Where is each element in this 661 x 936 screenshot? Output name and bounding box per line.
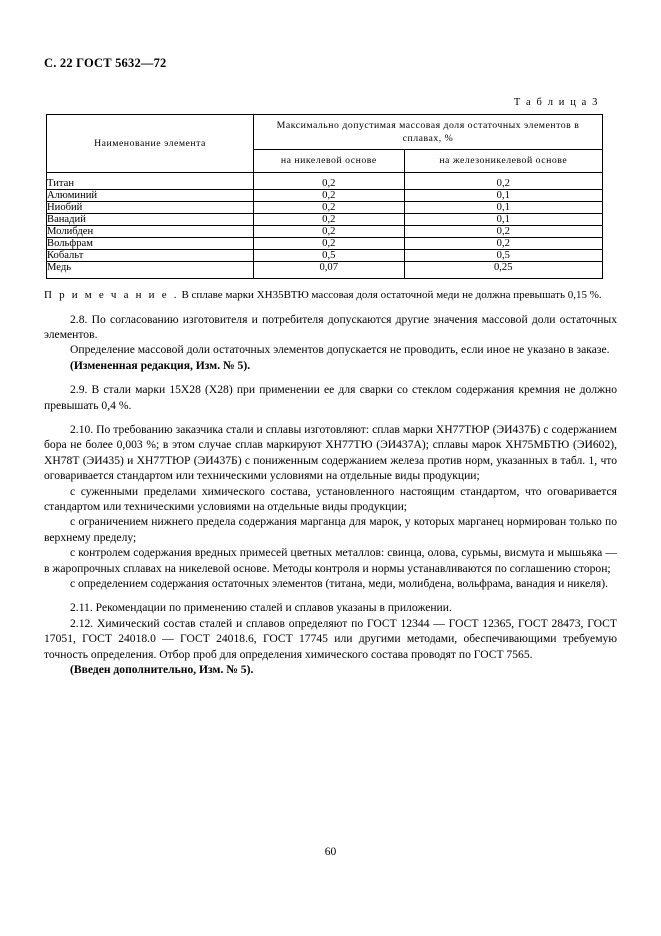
table-row [47,172,603,189]
col-header-iron-nickel-base: на железоникелевой основе [404,150,602,172]
table-row [47,201,603,213]
table-body [47,172,603,278]
table-row [47,225,603,237]
table-row [47,213,603,225]
cell-iron-nickel-value: 0,2 [404,172,602,189]
page-content [44,56,617,677]
cell-nickel-value: 0,2 [254,172,405,189]
paragraph-2-9: 2.9. В стали марки 15Х28 (Х28) при применении ее для сварки со стеклом содержания кремния не должно превышать 0,4 %. [44,383,617,412]
cell-nickel-value: 0,2 [254,213,405,225]
residual-elements-table [46,114,603,279]
table-caption: Т а б л и ц а 3 [513,97,599,108]
cell-iron-nickel-value: 0,2 [404,225,602,237]
paragraph-revision-5: (Измененная редакция, Изм. № 5). [70,358,251,372]
paragraph-clause-manganese: с ограничением нижнего предела содержания марганца для марок, у которых марганец нормирован только по верхнему пределу; [44,515,617,544]
paragraph-clause-residual: с определением содержания остаточных элементов (титана, меди, молибдена, вольфрама, ванадия и никеля). [70,577,608,590]
table-note [44,288,617,303]
cell-iron-nickel-value: 0,1 [404,189,602,201]
cell-nickel-value: 0,2 [254,237,405,249]
cell-element-name: Титан [47,172,254,189]
cell-nickel-value: 0,07 [254,261,405,278]
table-row [47,189,603,201]
paragraph-2-11: 2.11. Рекомендации по применению сталей и сплавов указаны в приложении. [70,601,452,615]
table-head-row-1 [47,115,603,150]
cell-iron-nickel-value: 0,2 [404,237,602,249]
cell-element-name: Медь [47,261,254,278]
col-header-nickel-base: на никелевой основе [254,150,405,172]
cell-iron-nickel-value: 0,5 [404,249,602,261]
paragraph-2-10: 2.10. По требованию заказчика стали и сплавы изготовляют: сплав марки ХН77ТЮР (ЭИ437Б) с содержанием бора не более 0,003 %; в этом случае сплав маркируют ХН77ТЮ (ЭИ437А); сплавы марок ХН75МБТЮ (ЭИ602), ХН78Т (ЭИ435) и ХН77ТЮР (ЭИ437Б) с пониженным содержанием железа против норм, указанных в табл. 1, что оговаривается стандартом или техническими условиями на отдельные виды продукции; [44,422,617,483]
paragraph-introduced-5: (Введен дополнительно, Изм. № 5). [70,663,254,677]
cell-nickel-value: 0,2 [254,225,405,237]
paragraph-2-8: 2.8. По согласованию изготовителя и потребителя допускаются другие значения массовой доли остаточных элементов. [44,312,617,341]
cell-nickel-value: 0,5 [254,249,405,261]
cell-element-name: Алюминий [47,189,254,201]
paragraph-clause-narrow-limits: с суженными пределами химического состава, установленного настоящим стандартом, что оговаривается стандартом или техническими условиями на отдельные виды продукции; [44,484,617,513]
cell-nickel-value: 0,2 [254,189,405,201]
table-row [47,261,603,278]
table-row [47,249,603,261]
note-text: В сплаве марки ХН35ВТЮ массовая доля остаточной меди не должна превышать 0,15 %. [178,288,602,301]
col-header-group: Максимально допустимая массовая доля остаточных элементов в сплавах, % [254,115,603,150]
page-header: С. 22 ГОСТ 5632—72 [44,56,167,70]
cell-element-name: Ниобий [47,201,254,213]
paragraph-2-8b: Определение массовой доли остаточных элементов допускается не проводить, если иное не указано в заказе. [70,343,610,357]
paragraph-clause-impurities: с контролем содержания вредных примесей цветных металлов: свинца, олова, сурьмы, висмута и мышьяка — в жаропрочных сплавах на никелевой основе. Методы контроля и нормы устанавливаются по соглашению сторон; [44,546,617,575]
cell-iron-nickel-value: 0,1 [404,201,602,213]
page-folio: 60 [324,846,337,858]
cell-nickel-value: 0,2 [254,201,405,213]
cell-iron-nickel-value: 0,1 [404,213,602,225]
cell-element-name: Молибден [47,225,254,237]
paragraph-2-12: 2.12. Химический состав сталей и сплавов определяют по ГОСТ 12344 — ГОСТ 12365, ГОСТ 28473, ГОСТ 17051, ГОСТ 24018.0 — ГОСТ 24018.6, ГОСТ 17745 или другими методами, обеспечивающими требуемую точность определения. Отбор проб для определения химического состава проводят по ГОСТ 7565. [44,616,617,661]
cell-element-name: Вольфрам [47,237,254,249]
note-label: П р и м е ч а н и е . [44,288,179,301]
table-head [47,115,603,173]
cell-iron-nickel-value: 0,25 [404,261,602,278]
cell-element-name: Ванадий [47,213,254,225]
cell-element-name: Кобальт [47,249,254,261]
table-row [47,237,603,249]
col-header-element-name: Наименование элемента [47,115,254,173]
